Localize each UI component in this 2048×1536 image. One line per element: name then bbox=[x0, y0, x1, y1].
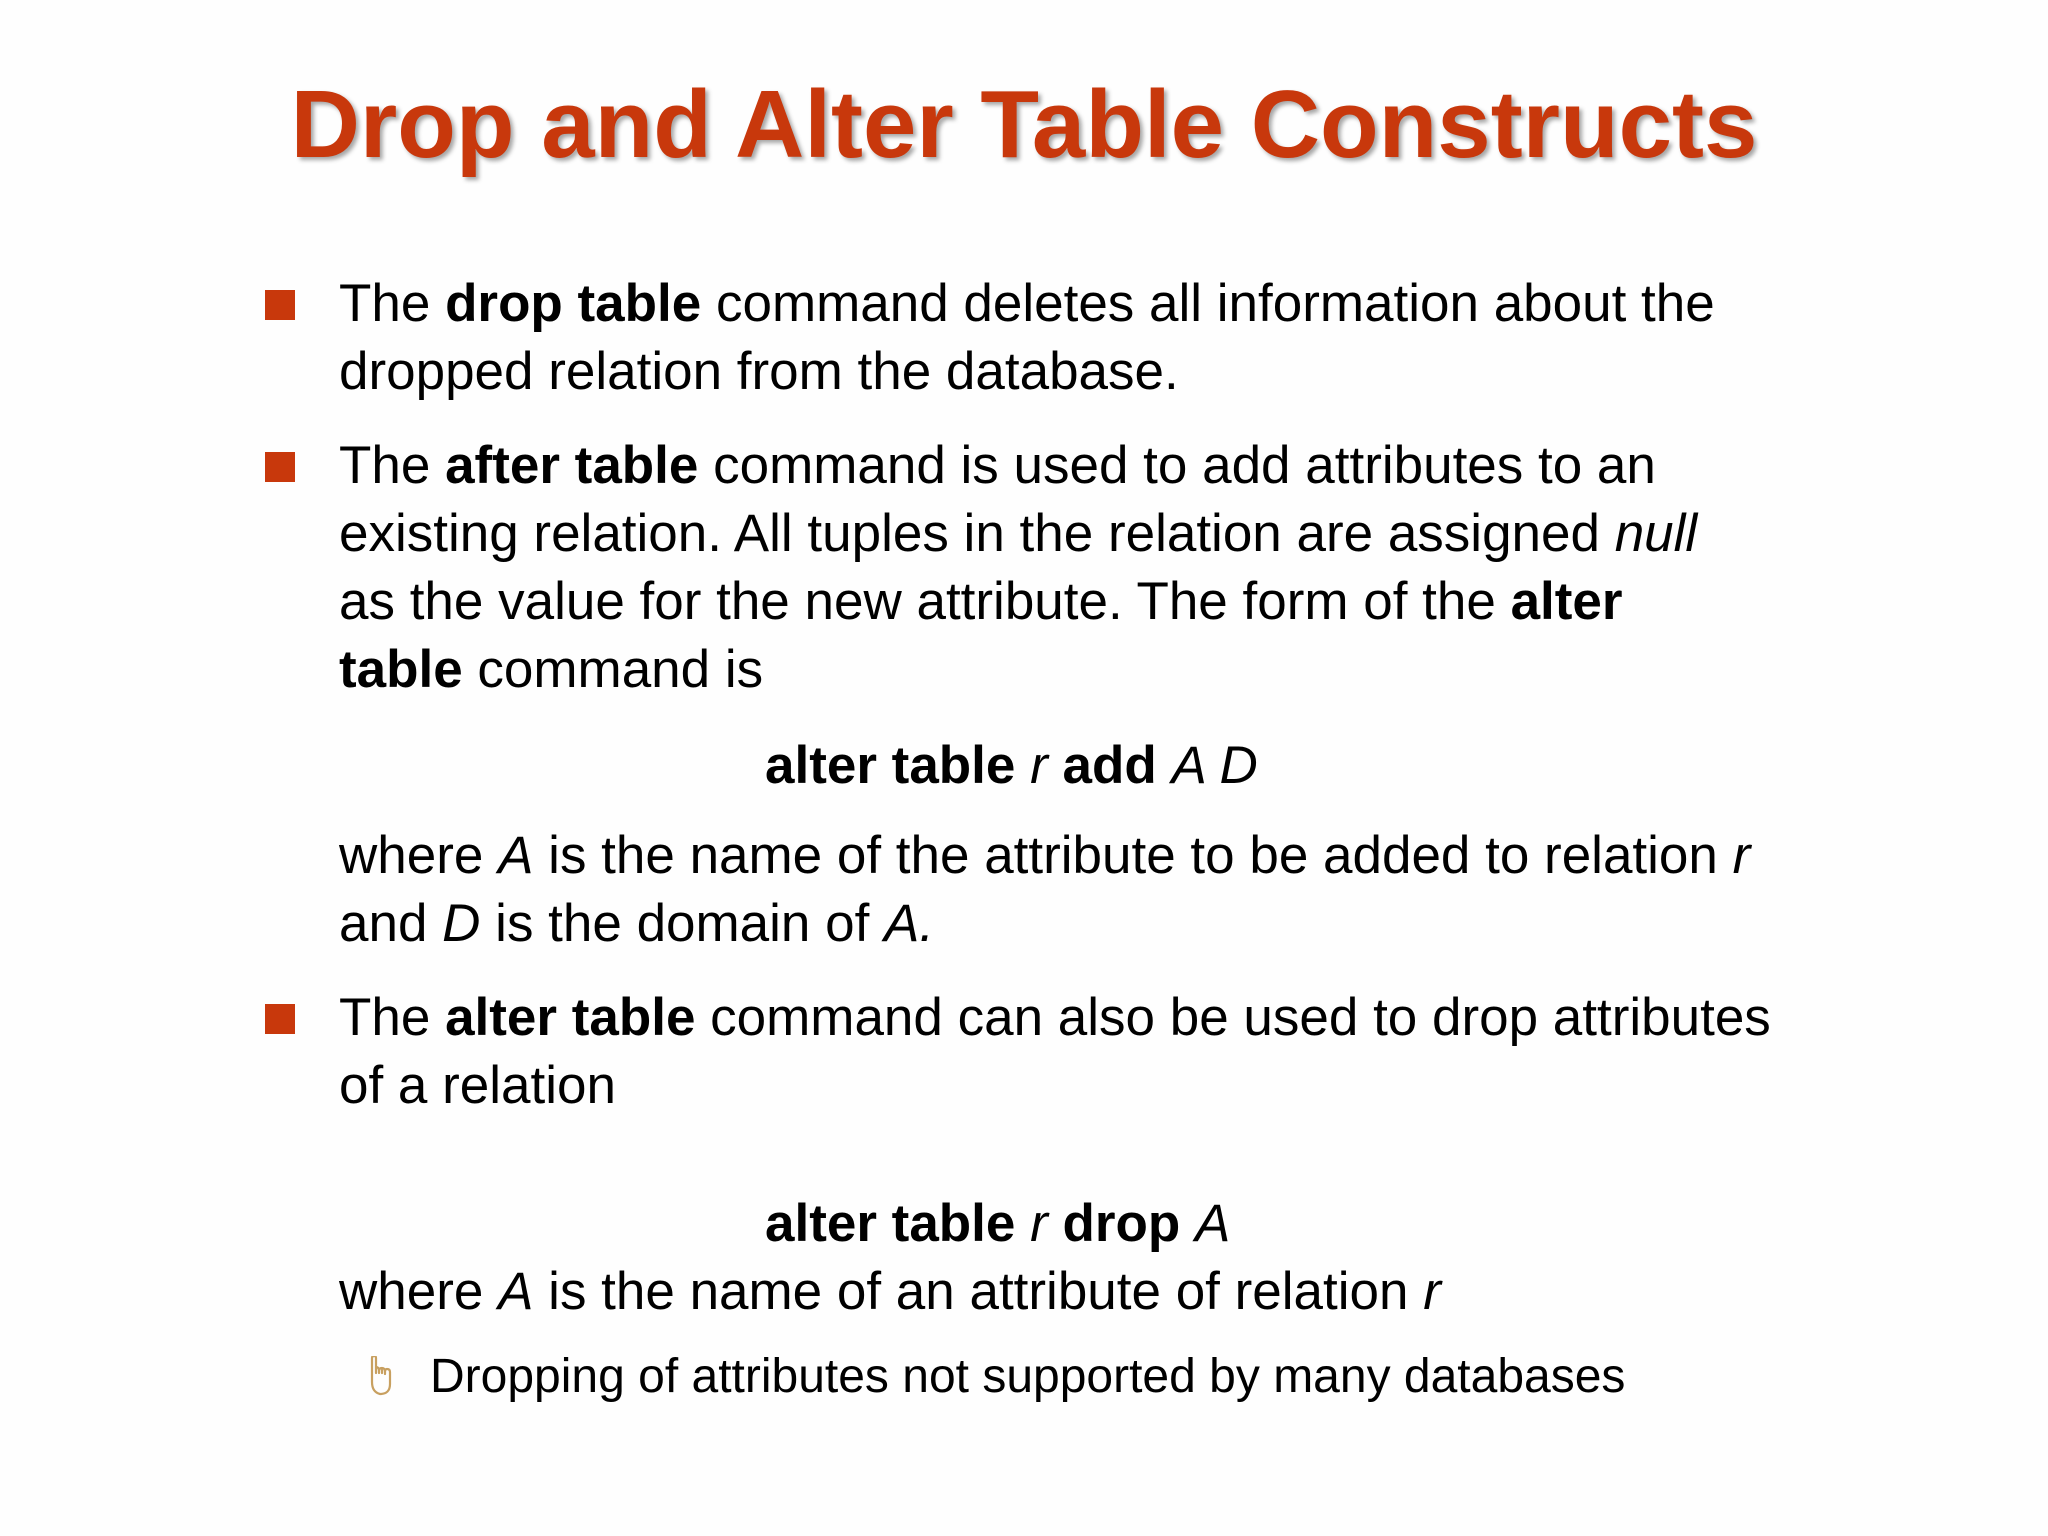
keyword: after table bbox=[445, 436, 699, 495]
pointing-hand-icon bbox=[366, 1356, 394, 1398]
italic-term: null bbox=[1614, 504, 1698, 563]
variable: A. bbox=[884, 894, 935, 953]
bullet2-line2 bbox=[339, 500, 1697, 568]
text: is the name of the attribute to be added to relation bbox=[533, 826, 1733, 885]
bullet3-line3 bbox=[339, 1258, 1441, 1326]
variable: A D bbox=[1171, 736, 1258, 795]
bullet3-line2 bbox=[339, 1052, 616, 1120]
text: where bbox=[339, 1262, 499, 1321]
bullet2-line3 bbox=[339, 568, 1623, 636]
variable: A bbox=[498, 1262, 534, 1321]
variable: r bbox=[1030, 736, 1048, 795]
text: The bbox=[339, 436, 446, 495]
keyword: table bbox=[339, 640, 463, 699]
bullet-square-icon bbox=[265, 290, 295, 320]
text: where bbox=[339, 826, 499, 885]
sub-bullet-text: Dropping of attributes not supported by many databases bbox=[430, 1350, 1626, 1403]
variable: A bbox=[1194, 1194, 1231, 1253]
bullet-square-icon bbox=[265, 452, 295, 482]
alter-drop-syntax bbox=[765, 1190, 1230, 1258]
bullet2-line1 bbox=[339, 432, 1656, 500]
text: existing relation. All tuples in the relation are assigned bbox=[339, 504, 1615, 563]
keyword: alter table bbox=[445, 988, 696, 1047]
text: command is used to add attributes to an bbox=[698, 436, 1656, 495]
text: command can also be used to drop attributes bbox=[695, 988, 1771, 1047]
bullet2-line6 bbox=[339, 890, 934, 958]
slide-title: Drop and Alter Table Constructs bbox=[290, 71, 1758, 178]
bullet3-line1 bbox=[339, 984, 1771, 1052]
bullet1-line1 bbox=[339, 270, 1715, 338]
keyword: add bbox=[1047, 736, 1172, 795]
text: command is bbox=[462, 640, 764, 699]
bullet-square-icon bbox=[265, 1004, 295, 1034]
text: and bbox=[339, 894, 443, 953]
text: The bbox=[339, 274, 446, 333]
text: of a relation bbox=[339, 1056, 616, 1115]
text: as the value for the new attribute. The form of the bbox=[339, 572, 1511, 631]
bullet1-line2 bbox=[339, 338, 1179, 406]
text: is the domain of bbox=[480, 894, 885, 953]
text: The bbox=[339, 988, 446, 1047]
bullet2-line4 bbox=[339, 636, 763, 704]
variable: r bbox=[1030, 1194, 1048, 1253]
keyword: alter table bbox=[765, 736, 1031, 795]
variable: D bbox=[442, 894, 481, 953]
variable: r bbox=[1423, 1262, 1441, 1321]
keyword: alter table bbox=[765, 1194, 1031, 1253]
keyword: alter bbox=[1510, 572, 1623, 631]
text: command deletes all information about the bbox=[701, 274, 1715, 333]
keyword: drop table bbox=[445, 274, 702, 333]
bullet2-line5 bbox=[339, 822, 1750, 890]
variable: r bbox=[1732, 826, 1751, 885]
text: is the name of an attribute of relation bbox=[533, 1262, 1424, 1321]
keyword: drop bbox=[1047, 1194, 1195, 1253]
text: dropped relation from the database. bbox=[339, 342, 1179, 401]
variable: A bbox=[498, 826, 534, 885]
alter-add-syntax bbox=[765, 732, 1258, 800]
